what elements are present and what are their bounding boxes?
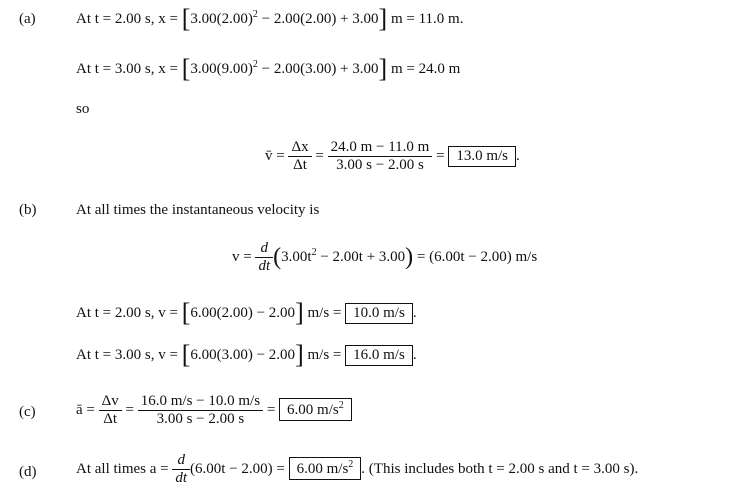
a-line1 bbox=[76, 4, 463, 34]
frac-num: d bbox=[255, 240, 273, 258]
a-line2-sq: 2 bbox=[252, 59, 258, 70]
a-line2 bbox=[76, 54, 460, 84]
b-line2-lead: At t = 3.00 s, v = bbox=[76, 347, 178, 363]
a-line1-inner2: − 2.00(2.00) + 3.00 bbox=[257, 11, 379, 27]
b-line2-inner: 6.00(3.00) − 2.00 bbox=[190, 347, 296, 363]
answer-box-b2: 16.0 m/s bbox=[345, 345, 413, 366]
part-label-b: (b) bbox=[19, 202, 37, 218]
answer-box-c bbox=[279, 398, 352, 421]
b-line2 bbox=[76, 340, 417, 370]
frac-dv-dt bbox=[99, 393, 122, 428]
a-line1-inner: 3.00(2.00) bbox=[190, 11, 253, 27]
c-lhs: ā = bbox=[76, 401, 95, 418]
d-lead: At all times a = bbox=[76, 460, 169, 477]
a-line1-tail: m = 11.0 m. bbox=[390, 11, 464, 27]
answer-text: 6.00 m/s bbox=[296, 460, 349, 477]
frac-den: Δt bbox=[293, 157, 307, 173]
d-tail: . (This includes both t = 2.00 s and t = 3.00 s). bbox=[361, 460, 639, 477]
frac-den: dt bbox=[175, 470, 188, 486]
a-so: so bbox=[76, 101, 90, 117]
d-expr: (6.00t − 2.00) = bbox=[190, 460, 285, 477]
a-end: . bbox=[516, 147, 520, 164]
vdef-paren2: − 2.00t + 3.00 bbox=[316, 248, 406, 265]
frac-num: Δx bbox=[288, 139, 311, 157]
b-line1-inner: 6.00(2.00) − 2.00 bbox=[190, 305, 296, 321]
bracket-open: [ bbox=[181, 4, 191, 33]
vbar-lhs: v̄ = bbox=[265, 147, 285, 164]
frac-den: Δt bbox=[103, 411, 118, 427]
frac-num: 24.0 m − 11.0 m bbox=[328, 139, 433, 157]
d-equation bbox=[76, 452, 638, 487]
part-label-a: (a) bbox=[19, 11, 36, 27]
bracket-open: [ bbox=[181, 340, 191, 369]
frac-dx-dt bbox=[288, 139, 311, 174]
answer-text: 6.00 m/s bbox=[287, 401, 339, 418]
bracket-close: ] bbox=[295, 340, 304, 369]
vdef-paren: 3.00t bbox=[281, 248, 312, 265]
a-line2-inner2: − 2.00(3.00) + 3.00 bbox=[257, 61, 379, 77]
bracket-close: ] bbox=[378, 54, 388, 83]
answer-sq: 2 bbox=[338, 399, 344, 411]
vdef-lhs: v = bbox=[232, 248, 252, 265]
b-line1-tail: m/s = bbox=[307, 305, 342, 321]
frac-d-dt bbox=[255, 240, 273, 275]
frac-values bbox=[328, 139, 433, 174]
bracket-close: ] bbox=[295, 298, 304, 327]
c-equation: ā = $\frac{\Delta v}{\Delta t}$ = $\frac{16.0 m/s - 10.0 m/s}{3.00 s - 2.00 s}$ = 6.00 $m/s^2$ bbox=[76, 393, 352, 428]
b-line2-tail: m/s = bbox=[307, 347, 342, 363]
answer-box-b1: 10.0 m/s bbox=[345, 303, 413, 324]
b-line1-end: . bbox=[412, 305, 417, 321]
a-line1-sq: 2 bbox=[252, 9, 258, 20]
b-vdef: v = $\frac{d}{dt}$ $(3.00t^2 - 2.00t + 3.00) = (6.00t - 2.00)$ m/s bbox=[232, 240, 538, 274]
vdef-rhs: = (6.00t − 2.00) m/s bbox=[416, 248, 538, 265]
answer-sq: 2 bbox=[348, 458, 354, 470]
bracket-open: [ bbox=[181, 54, 191, 83]
frac-values-c bbox=[138, 393, 263, 428]
b-intro: At all times the instantaneous velocity is bbox=[76, 202, 320, 218]
frac-num: Δv bbox=[99, 393, 122, 411]
frac-num: d bbox=[172, 452, 190, 470]
a-vbar-equation: v̄ = $\frac{\Delta x}{\Delta t}$ = $\frac{24.0 m - 11.0 m}{3.00 s - 2.00 s}$ = 13.0 m/s . bbox=[265, 139, 520, 173]
b-line1-lead: At t = 2.00 s, v = bbox=[76, 305, 178, 321]
frac-den: 3.00 s − 2.00 s bbox=[336, 157, 424, 173]
frac-d-dt-d bbox=[172, 452, 190, 487]
part-label-c: (c) bbox=[19, 404, 36, 420]
bracket-open: [ bbox=[181, 298, 191, 327]
vdef-sq: 2 bbox=[311, 246, 317, 258]
bracket-close: ] bbox=[378, 4, 388, 33]
a-line1-lead: At t = 2.00 s, x = bbox=[76, 11, 178, 27]
b-line2-end: . bbox=[412, 347, 417, 363]
a-line2-lead: At t = 3.00 s, x = bbox=[76, 61, 178, 77]
b-line1 bbox=[76, 298, 417, 328]
frac-den: 3.00 s − 2.00 s bbox=[156, 411, 245, 427]
a-line2-inner: 3.00(9.00) bbox=[190, 61, 253, 77]
answer-box-a: 13.0 m/s bbox=[448, 146, 516, 167]
a-line2-tail: m = 24.0 m bbox=[390, 61, 461, 77]
frac-num: 16.0 m/s − 10.0 m/s bbox=[138, 393, 263, 411]
part-label-d: (d) bbox=[19, 464, 37, 480]
answer-box-d bbox=[289, 457, 362, 480]
frac-den: dt bbox=[258, 258, 271, 274]
